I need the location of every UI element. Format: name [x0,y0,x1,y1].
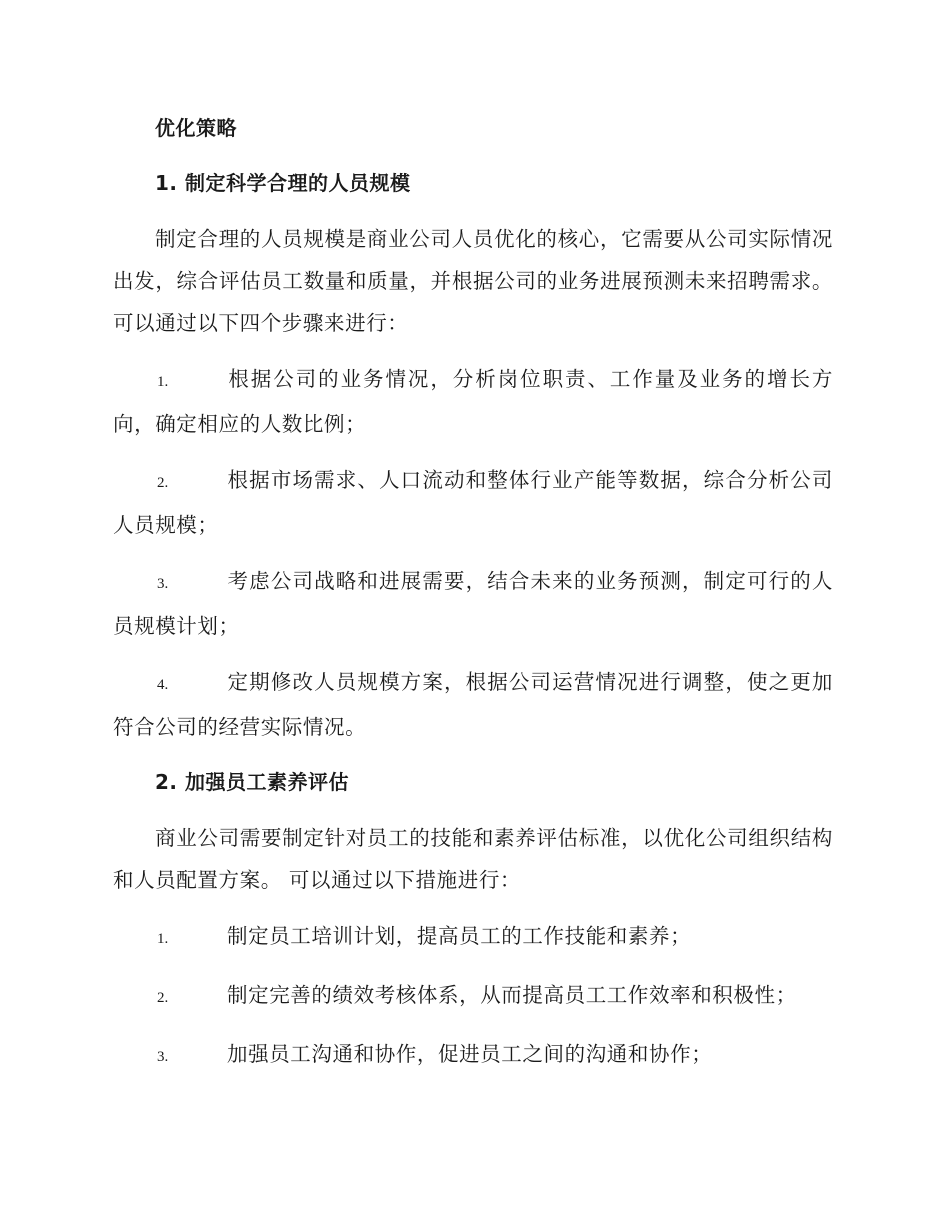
list-item [113,661,833,748]
list-item-text: 加强员工沟通和协作，促进员工之间的沟通和协作； [227,1042,713,1066]
list-item-number: 3. [157,1049,169,1065]
list-item [113,459,833,546]
section-2-intro: 商业公司需要制定针对员工的技能和素养评估标准，以优化公司组织结构和人员配置方案。 可以通过以下措施进行： [113,826,833,892]
document-body [113,108,833,1092]
list-item-text: 根据市场需求、人口流动和整体行业产能等数据，综合分析公司人员规模； [113,468,833,537]
section-heading-1: 1. 制定科学合理的人员规模 [155,171,411,195]
list-item [113,560,833,647]
list-item [113,358,833,445]
list-item-number: 3. [157,576,169,592]
list-item-text: 考虑公司战略和进展需要，结合未来的业务预测，制定可行的人员规模计划； [113,569,833,638]
list-item [113,1033,833,1078]
list-item-text: 制定完善的绩效考核体系，从而提高员工工作效率和积极性； [227,983,797,1007]
list-item-text: 定期修改人员规模方案，根据公司运营情况进行调整，使之更加符合公司的经营实际情况。 [113,670,833,739]
list-item-text: 制定员工培训计划，提高员工的工作技能和素养； [227,924,692,948]
list-item-number: 1. [157,931,169,947]
page-title: 优化策略 [155,116,237,140]
section-1-intro: 制定合理的人员规模是商业公司人员优化的核心，它需要从公司实际情况出发，综合评估员工数量和质量，并根据公司的业务进展预测未来招聘需求。 可以通过以下四个步骤来进行： [113,227,833,335]
list-item-number: 2. [157,990,169,1006]
list-item-text: 根据公司的业务情况，分析岗位职责、工作量及业务的增长方向，确定相应的人数比例； [113,367,833,436]
list-item [113,974,833,1019]
list-item-number: 4. [157,677,169,693]
list-item-number: 2. [157,475,169,491]
list-item-number: 1. [157,374,169,390]
list-item [113,915,833,960]
section-heading-2: 2. 加强员工素养评估 [155,770,349,794]
